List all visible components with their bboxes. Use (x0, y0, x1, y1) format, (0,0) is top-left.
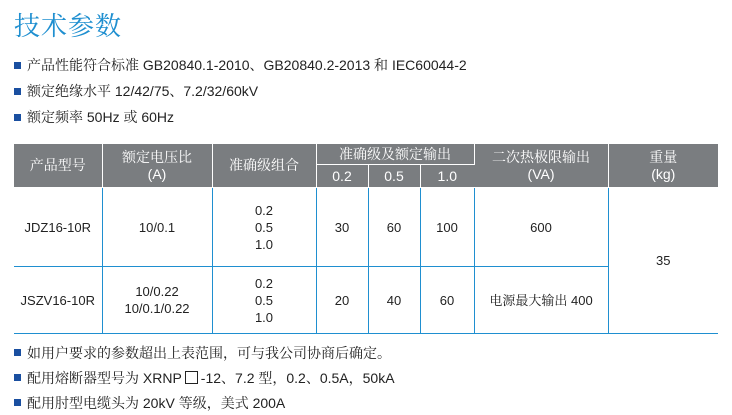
cell-output-10: 60 (420, 267, 474, 334)
header-weight (608, 144, 718, 188)
cell-output-05: 60 (368, 188, 420, 267)
table-header-row (14, 144, 718, 165)
bullet-square-icon (14, 62, 21, 69)
combo-line: 0.5 (254, 219, 274, 235)
ratio-line: 10/0.1 (138, 219, 176, 235)
combo-line: 0.2 (254, 202, 274, 218)
cell-output-02: 20 (316, 267, 368, 334)
header-model: 产品型号 (14, 144, 102, 188)
spec-table (14, 144, 718, 334)
header-thermal-unit: (VA) (527, 165, 555, 182)
spec-item (14, 52, 467, 78)
bullet-square-icon (14, 349, 21, 356)
subheader-05: 0.5 (368, 165, 420, 188)
cell-output-10: 100 (420, 188, 474, 267)
header-thermal-label: 二次热极限输出 (492, 148, 591, 165)
page-title: 技术参数 (14, 11, 123, 41)
header-ratio (102, 144, 212, 188)
spec-text: 额定频率 50Hz 或 60Hz (27, 109, 175, 125)
note-text: 配用肘型电缆头为 20kV 等级，美式 200A (27, 394, 286, 411)
header-accuracy-output: 准确级及额定输出 (316, 144, 474, 165)
table-row (14, 188, 718, 267)
header-weight-label: 重量 (649, 148, 678, 165)
bullet-square-icon (14, 399, 21, 406)
combo-line: 0.5 (254, 292, 274, 308)
header-accuracy-combo: 准确级组合 (212, 144, 316, 188)
spec-text: 产品性能符合标准 GB20840.1-2010、GB20840.2-2013 和 IEC60044-2 (27, 57, 467, 73)
cell-output-05: 40 (368, 267, 420, 334)
cell-model: JDZ16-10R (14, 188, 102, 267)
spec-item (14, 78, 467, 104)
cell-output-02: 30 (316, 188, 368, 267)
combo-line: 1.0 (254, 309, 274, 325)
subheader-02: 0.2 (316, 165, 368, 188)
cell-ratio (102, 267, 212, 334)
cell-thermal: 电源最大输出 400 (474, 267, 608, 334)
ratio-line: 10/0.22 (135, 284, 179, 299)
subheader-10: 1.0 (420, 165, 474, 188)
note-text-post: -12、7.2 型，0.2、0.5A，50kA (200, 369, 395, 386)
cell-ratio (102, 188, 212, 267)
spec-text: 额定绝缘水平 12/42/75、7.2/32/60kV (27, 83, 259, 99)
blank-box-icon (185, 371, 198, 384)
spec-list (14, 52, 467, 130)
cell-combo (212, 267, 316, 334)
header-ratio-label: 额定电压比 (122, 148, 192, 165)
bullet-square-icon (14, 114, 21, 121)
header-weight-unit: (kg) (651, 165, 676, 182)
bullet-square-icon (14, 88, 21, 95)
cell-weight: 35 (608, 188, 718, 334)
note-item (14, 390, 395, 415)
notes-list (14, 340, 395, 415)
cell-thermal: 600 (474, 188, 608, 267)
combo-line: 0.2 (254, 275, 274, 291)
header-ratio-unit: (A) (147, 165, 167, 182)
ratio-line: 10/0.1/0.22 (124, 301, 190, 316)
cell-combo (212, 188, 316, 267)
header-thermal (474, 144, 608, 188)
combo-line: 1.0 (254, 236, 274, 252)
note-item (14, 340, 395, 365)
spec-item (14, 104, 467, 130)
note-text: 如用户要求的参数超出上表范围，可与我公司协商后确定。 (27, 344, 391, 361)
bullet-square-icon (14, 374, 21, 381)
cell-model: JSZV16-10R (14, 267, 102, 334)
note-item (14, 365, 395, 390)
note-text-pre: 配用熔断器型号为 XRNP (27, 369, 182, 386)
